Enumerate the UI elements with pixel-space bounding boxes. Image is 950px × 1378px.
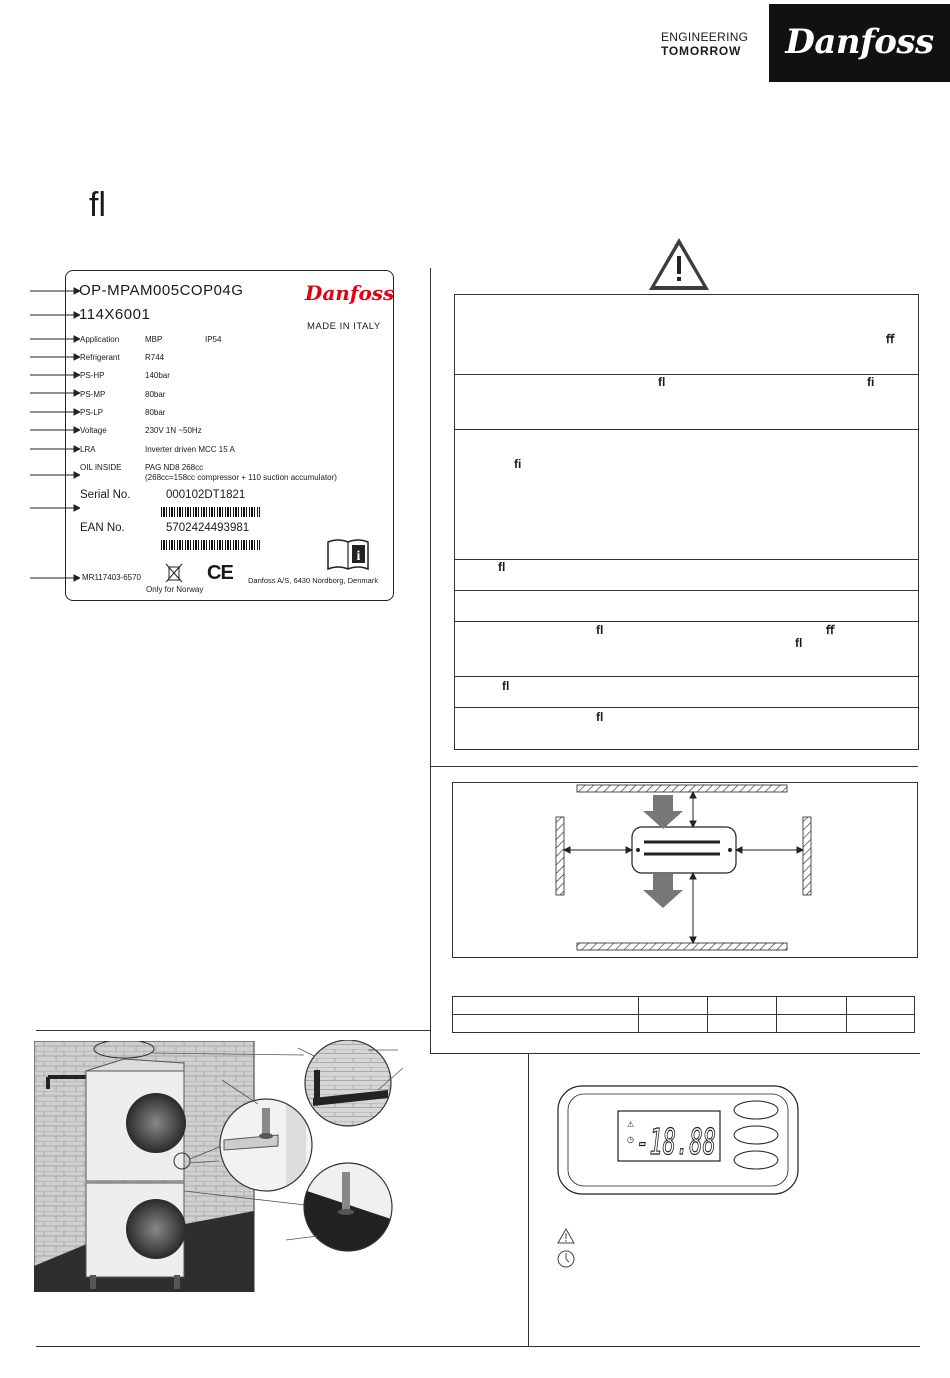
warning-separator: [455, 676, 918, 677]
column-divider: [430, 268, 431, 1054]
row-voltage-value: 230V 1N ~50Hz: [145, 426, 202, 435]
warning-box: [454, 294, 919, 750]
brand-logo-text: Danfoss: [785, 22, 934, 62]
row-psmp-value: 80bar: [145, 390, 166, 399]
warning-separator: [455, 621, 918, 622]
detail-callouts: [218, 1040, 428, 1300]
alarm-warning-icon: [557, 1228, 575, 1244]
manual-info-icon: [326, 538, 372, 572]
ligature-glyph: ﬂ: [596, 623, 604, 637]
warning-triangle-icon: [647, 236, 711, 292]
ean-barcode: [161, 540, 260, 550]
row-pshp-label: PS-HP: [80, 371, 105, 380]
ligature-glyph: ﬂ: [596, 710, 604, 724]
ligature-glyph: ﬂ: [795, 636, 803, 650]
svg-text:⚠: ⚠: [627, 1120, 635, 1129]
nameplate-model: OP-MPAM005COP04G: [79, 282, 244, 299]
row-lra-value: Inverter driven MCC 15 A: [145, 445, 235, 454]
ligature-glyph: ﬂ: [502, 679, 510, 693]
brand-logo: [769, 4, 950, 82]
row-oil-value: PAG ND8 268cc: [145, 463, 204, 472]
ligature-glyph: ﬂ: [498, 560, 506, 574]
ce-mark: CE: [207, 562, 233, 584]
serial-label: Serial No.: [80, 489, 131, 501]
warning-separator: [455, 559, 918, 560]
clock-icon: [556, 1249, 576, 1269]
serial-value: 000102DT1821: [166, 489, 246, 501]
row-lra-label: LRA: [80, 445, 96, 454]
tagline-line1: ENGINEERING: [661, 30, 749, 44]
made-in-label: MADE IN ITALY: [307, 321, 381, 332]
controller-readout: -18.88: [636, 1122, 716, 1163]
clearance-diagram: [452, 782, 918, 958]
svg-text:◷: ◷: [627, 1135, 634, 1144]
controller-button-down[interactable]: [734, 1151, 778, 1169]
serial-barcode: [161, 507, 260, 517]
ean-label: EAN No.: [80, 522, 125, 534]
only-norway-label: Only for Norway: [146, 585, 204, 594]
nameplate-brand-logo: Danfoss: [305, 281, 395, 305]
section-divider-lower: [430, 1053, 920, 1054]
ligature-glyph: ﬀ: [886, 332, 895, 346]
controller-button-set[interactable]: [734, 1126, 778, 1144]
row-voltage-label: Voltage: [80, 426, 107, 435]
ean-value: 5702424493981: [166, 522, 250, 534]
section-divider-right: [430, 766, 918, 767]
tagline-line2: TOMORROW: [661, 44, 742, 58]
row-pshp-value: 140bar: [145, 371, 170, 380]
bottom-column-divider: [528, 1054, 529, 1346]
table-row: [453, 997, 915, 1015]
nameplate-code: 114X6001: [79, 306, 151, 323]
footer-rule: [36, 1346, 920, 1347]
warning-separator: [455, 590, 918, 591]
row-application-ip: IP54: [205, 335, 222, 344]
crossed-bin-icon: [165, 562, 183, 584]
controller-display-panel: [556, 1084, 800, 1196]
nameplate-arrows: [30, 280, 80, 600]
row-application-value: MBP: [145, 335, 163, 344]
row-pslp-value: 80bar: [145, 408, 166, 417]
ligature-glyph: ﬂ: [658, 375, 666, 389]
row-psmp-label: PS-MP: [80, 390, 106, 399]
ligature-glyph: ﬁ: [514, 457, 522, 471]
section-divider-left: [36, 1030, 430, 1031]
warning-separator: [455, 374, 918, 375]
row-application-label: Application: [80, 335, 120, 344]
manufacturer-address: Danfoss A/S, 6430 Nordborg, Denmark: [248, 576, 379, 585]
tagline: [661, 30, 748, 58]
mr-code: MR117403-6570: [82, 573, 142, 582]
table-row: [453, 1015, 915, 1033]
controller-button-up[interactable]: [734, 1101, 778, 1119]
ligature-glyph: ﬁ: [867, 375, 875, 389]
ligature-glyph: ﬀ: [826, 623, 835, 637]
warning-separator: [455, 707, 918, 708]
clearance-table: [452, 996, 915, 1033]
row-refrigerant-value: R744: [145, 353, 165, 362]
svg-text:i: i: [356, 549, 361, 564]
row-refrigerant-label: Refrigerant: [80, 353, 120, 362]
section-title-glyph: ﬂ: [89, 186, 106, 224]
row-oil-label: OIL INSIDE: [80, 463, 122, 472]
warning-separator: [455, 429, 918, 430]
row-oil-detail: (268cc=158cc compressor + 110 suction accumulator): [145, 473, 337, 482]
row-pslp-label: PS-LP: [80, 408, 104, 417]
